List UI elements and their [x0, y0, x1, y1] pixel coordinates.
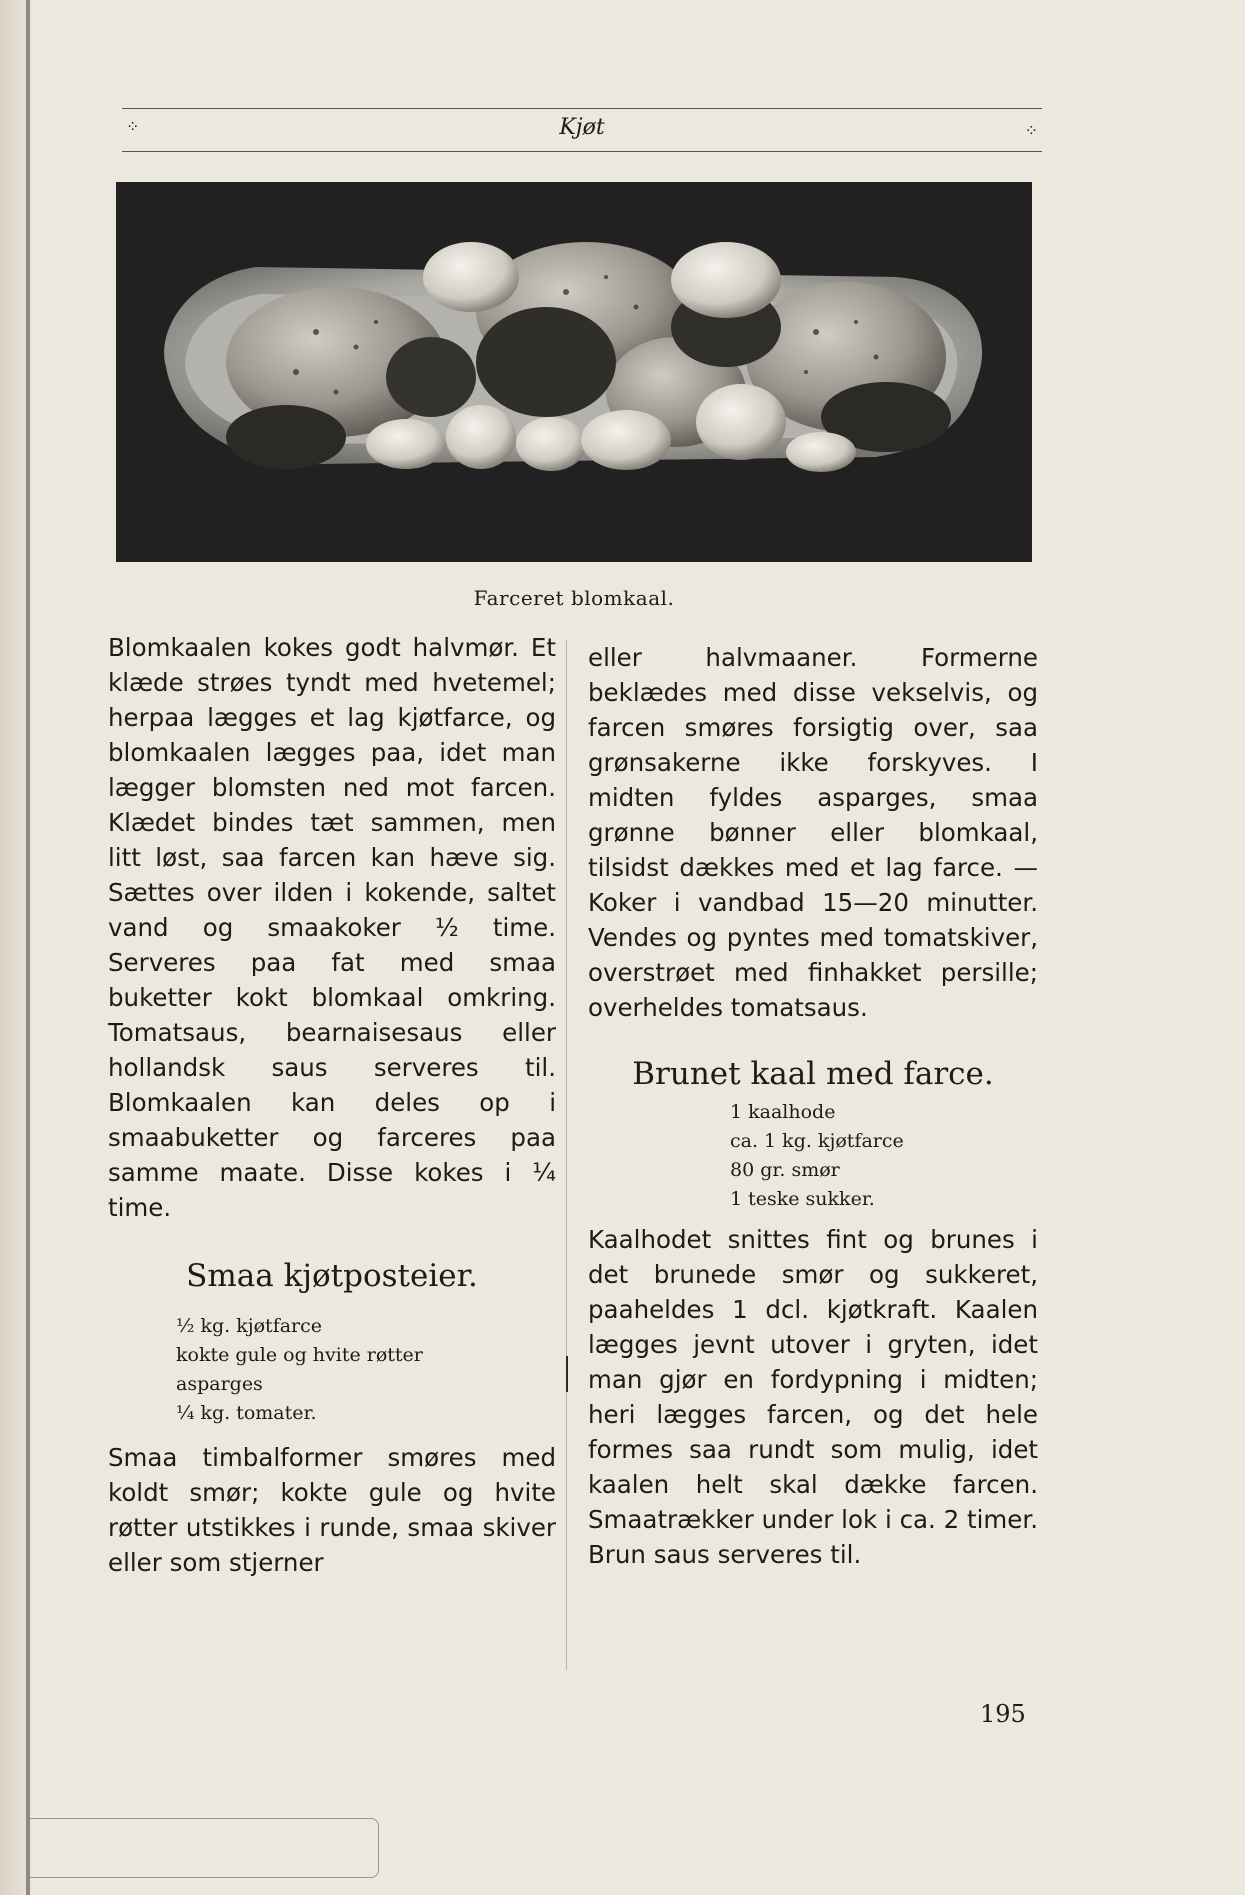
page-gutter-shadow	[0, 0, 26, 1895]
ingredient-item: 80 gr. smør	[730, 1159, 840, 1181]
ingredient-item: ¼ kg. tomater.	[176, 1402, 317, 1424]
recipe-heading: Brunet kaal med farce.	[632, 1056, 994, 1092]
ornament-icon: ⁘	[126, 117, 140, 136]
page-number: 195	[980, 1700, 1026, 1728]
ingredient-item: asparges	[176, 1373, 263, 1395]
recipe-heading: Smaa kjøtposteier.	[186, 1258, 478, 1294]
ingredient-list	[176, 1312, 556, 1428]
body-paragraph: Kaalhodet snittes fint og brunes i det brunede smør og sukkeret, paaheldes 1 dcl. kjøtkraft. Kaalen lægges jevnt utover i gryten, idet man gjør en fordypning i midten; heri lægges farcen, og det hele formes saa rundt som mulig, idet kaalen helt skal dække farcen. Smaatrækker under lok i ca. 2 timer. Brun saus serveres til.	[588, 1225, 1038, 1569]
ingredient-item: 1 kaalhode	[730, 1101, 836, 1123]
ingredient-item: ca. 1 kg. kjøtfarce	[730, 1130, 904, 1152]
ingredient-item: kokte gule og hvite røtter	[176, 1344, 423, 1366]
ingredient-item: ½ kg. kjøtfarce	[176, 1315, 323, 1337]
right-text-column	[588, 640, 1038, 1572]
body-paragraph: Blomkaalen kokes godt halvmør. Et klæde strøes tyndt med hvetemel; herpaa lægges et lag kjøtfarce, og blomkaalen lægges paa, idet man lægger blomsten ned mot farcen. Klædet bindes tæt sammen, men litt løst, saa farcen kan hæve sig. Sættes over ilden i kokende, saltet vand og smaakoker ½ time. Serveres paa fat med smaa buketter kokt blomkaal omkring. Tomatsaus, bearnaisesaus eller hollandsk saus serveres til. Blomkaalen kan deles op i smaabuketter og farceres paa samme maate. Disse kokes i ¼ time.	[108, 633, 556, 1222]
body-paragraph: Smaa timbalformer smøres med koldt smør; kokte gule og hvite røtter utstikkes i runde, smaa skiver eller som stjerner	[108, 1443, 556, 1577]
running-header	[122, 108, 1042, 152]
body-paragraph: eller halvmaaner. Formerne beklædes med disse vekselvis, og farcen smøres forsigtig over, saa grønsakerne ikke forskyves. I midten fyldes asparges, smaa grønne bønner eller blomkaal, tilsidst dækkes med et lag farce. — Koker i vandbad 15—20 minutter. Vendes og pyntes med tomatskiver, overstrøet med finhakket persille; overheldes tomatsaus.	[588, 643, 1038, 1022]
ornament-icon: ⁘	[1024, 121, 1038, 140]
ingredient-item: 1 teske sukker.	[730, 1188, 875, 1210]
running-header-title: Kjøt	[559, 115, 605, 140]
column-divider-mark	[566, 1356, 568, 1392]
cauliflower-dish-photo	[116, 182, 1032, 562]
left-text-column	[108, 630, 556, 1580]
column-divider	[566, 640, 567, 1670]
page-tab-mark	[30, 1818, 379, 1878]
figure-caption: Farceret blomkaal.	[473, 586, 675, 610]
ingredient-list	[730, 1098, 1038, 1214]
page-gutter-line	[26, 0, 30, 1895]
